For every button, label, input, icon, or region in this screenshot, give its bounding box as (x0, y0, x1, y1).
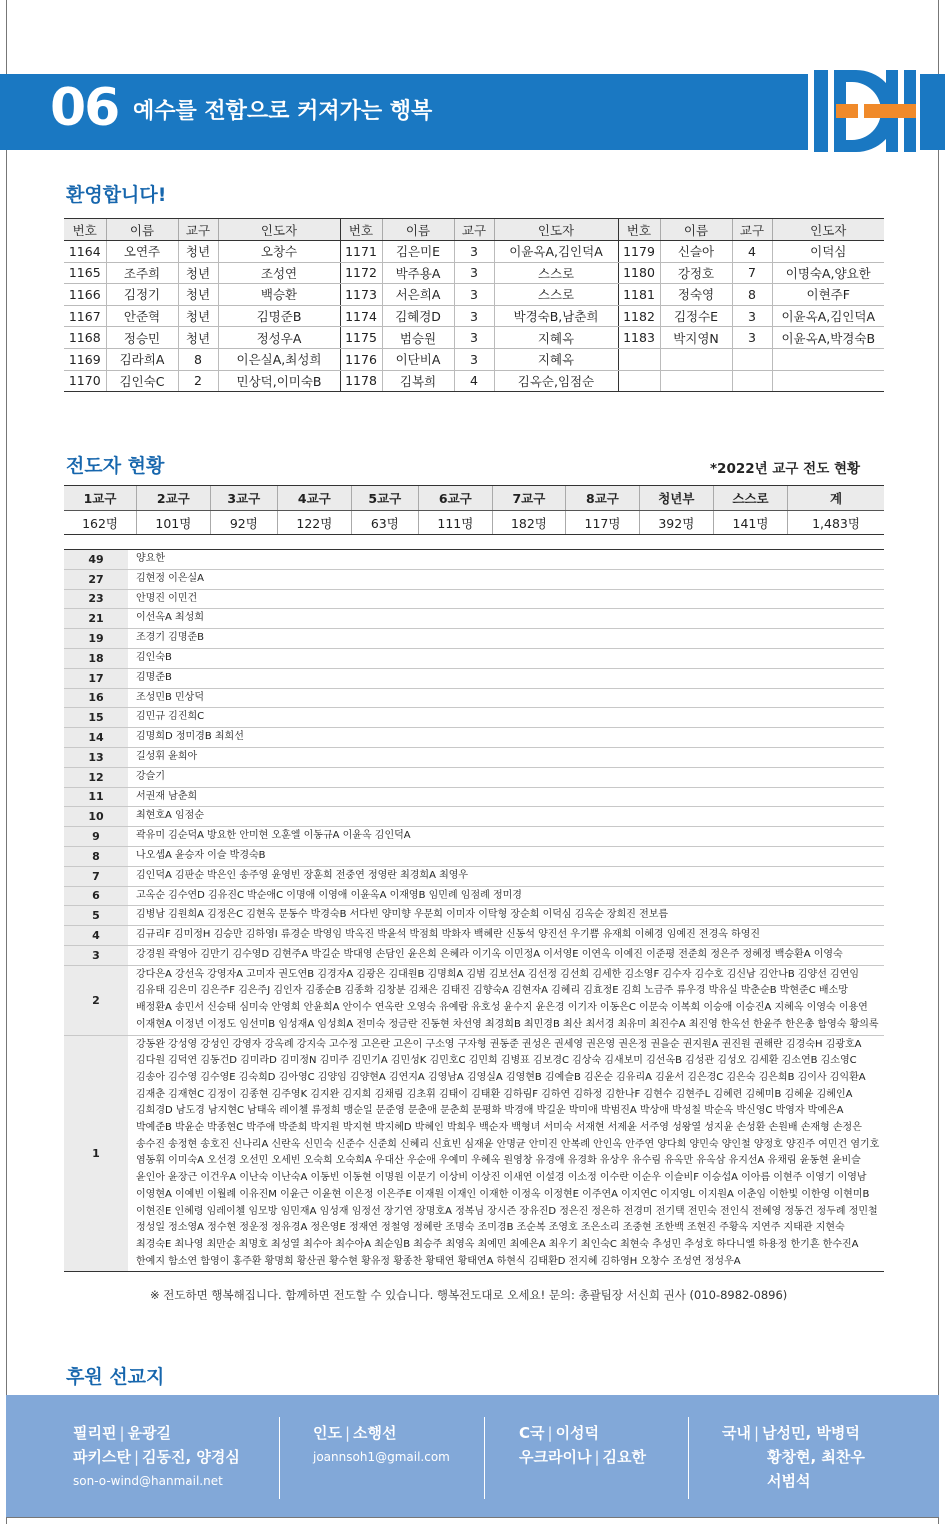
member-parish: 청년 (178, 327, 218, 349)
ranking-row (64, 1035, 884, 1272)
missionary-names: 윤광길 (127, 1424, 172, 1442)
member-number: 1176 (340, 348, 382, 370)
evangelist-names: 곽유미 김순덕A 방요한 안미현 오훈엘 이동규A 이윤옥 김인덕A (128, 827, 884, 847)
stats-value-cell: 111명 (419, 511, 493, 535)
member-number: 1173 (340, 284, 382, 306)
evangelist-names: 안명진 이민건 (128, 589, 884, 609)
missionary-email[interactable]: joannsoh1@gmail.com (313, 1450, 450, 1464)
member-number: 1168 (64, 327, 106, 349)
member-number (618, 370, 660, 392)
col-header: 인도자 (218, 219, 340, 241)
welcome-heading: 환영합니다! (66, 184, 167, 206)
member-number: 1178 (340, 370, 382, 392)
stats-value-cell: 92명 (210, 511, 277, 535)
parish-stats-table (64, 485, 884, 535)
evangelist-names: 김민규 김진희C (128, 708, 884, 728)
page-bottom-border (6, 1517, 939, 1518)
evangelist-names: 조경기 김명준B (128, 629, 884, 649)
col-header: 번호 (340, 219, 382, 241)
member-parish: 8 (732, 284, 772, 306)
member-guide: 스스로 (494, 262, 618, 284)
member-parish: 8 (178, 348, 218, 370)
member-parish: 3 (454, 327, 494, 349)
stats-note: *2022년 교구 전도 현황 (710, 461, 861, 477)
member-parish: 3 (732, 305, 772, 327)
member-parish: 청년 (178, 284, 218, 306)
member-name: 이단비A (382, 348, 454, 370)
stats-header-cell: 스스로 (713, 486, 787, 511)
member-number: 1170 (64, 370, 106, 392)
member-name: 김혜경D (382, 305, 454, 327)
stats-header-cell: 계 (788, 486, 884, 511)
country-label: 인도 (313, 1424, 342, 1442)
member-guide: 스스로 (494, 284, 618, 306)
ranking-row (64, 807, 884, 827)
member-guide: 이윤옥A,박경숙B (772, 327, 884, 349)
church-logo-icon (808, 66, 920, 156)
member-parish: 3 (454, 262, 494, 284)
evangelism-count: 2 (64, 965, 128, 1035)
member-number: 1174 (340, 305, 382, 327)
section-number: 06 (50, 78, 119, 138)
evangelism-count: 18 (64, 648, 128, 668)
missionary-names: 김동진, 양경심 (142, 1448, 240, 1466)
stats-header-cell: 1교구 (64, 486, 137, 511)
evangelism-count: 23 (64, 589, 128, 609)
ranking-row (64, 648, 884, 668)
stats-value-cell: 392명 (639, 511, 713, 535)
evangelist-names: 김병남 김원희A 김정은C 김현옥 문동수 박경숙B 서다빈 양미향 우문희 이미자 이탁형 장순희 이덕심 김옥순 장희진 전보름 (128, 906, 884, 926)
member-guide: 이윤옥A,김인덕A (772, 305, 884, 327)
col-header: 교구 (178, 219, 218, 241)
member-number: 1181 (618, 284, 660, 306)
ranking-row (64, 629, 884, 649)
country-label: 우크라이나 (519, 1448, 592, 1466)
ranking-row (64, 846, 884, 866)
member-number: 1165 (64, 262, 106, 284)
member-name: 박지영N (660, 327, 732, 349)
column-divider (688, 1417, 689, 1499)
evangelist-ranking-table (64, 549, 884, 1272)
evangelism-count: 15 (64, 708, 128, 728)
column-divider (279, 1417, 280, 1499)
member-guide: 민상덕,이미숙B (218, 370, 340, 392)
evangelism-count: 1 (64, 1035, 128, 1272)
stats-value-cell: 182명 (492, 511, 566, 535)
ranking-row (64, 827, 884, 847)
member-parish (732, 370, 772, 392)
member-guide: 이은실A,최성희 (218, 348, 340, 370)
evangelist-names: 김명희D 정미경B 최희선 (128, 728, 884, 748)
col-header: 번호 (618, 219, 660, 241)
ranking-row (64, 906, 884, 926)
member-parish: 2 (178, 370, 218, 392)
evangelist-names: 김인덕A 김판순 박은인 송주영 윤영빈 장훈희 전중연 정영란 최경희A 최영우 (128, 866, 884, 886)
stats-value-cell: 122명 (278, 511, 352, 535)
evangelist-names: 서권재 남춘희 (128, 787, 884, 807)
missionary-names: 황창현, 최찬우 (767, 1448, 865, 1466)
evangelist-names: 양요한 (128, 550, 884, 570)
ranking-row (64, 945, 884, 965)
missionary-names: 서범석 (767, 1472, 811, 1490)
member-number: 1183 (618, 327, 660, 349)
welcome-row (64, 348, 884, 370)
evangelism-count: 21 (64, 609, 128, 629)
country-label: 파키스탄 (73, 1448, 131, 1466)
stats-header-cell: 청년부 (639, 486, 713, 511)
welcome-row (64, 262, 884, 284)
evangelism-count: 19 (64, 629, 128, 649)
column-divider (484, 1417, 485, 1499)
ranking-row (64, 886, 884, 906)
country-label: C국 (519, 1424, 545, 1442)
evangelism-count: 11 (64, 787, 128, 807)
col-header: 번호 (64, 219, 106, 241)
ranking-row (64, 688, 884, 708)
member-name: 안준혁 (106, 305, 178, 327)
evangelist-names: 조성민B 민상덕 (128, 688, 884, 708)
country-label: 필리핀 (73, 1424, 117, 1442)
member-name: 범승원 (382, 327, 454, 349)
welcome-header-row (64, 219, 884, 241)
evangelism-count: 9 (64, 827, 128, 847)
country-label: 국내 (722, 1424, 751, 1442)
ranking-row (64, 866, 884, 886)
member-parish: 7 (732, 262, 772, 284)
member-name: 강정호 (660, 262, 732, 284)
member-guide: 김명준B (218, 305, 340, 327)
evangelism-count: 14 (64, 728, 128, 748)
missionary-names: 소행선 (353, 1424, 397, 1442)
member-parish: 3 (454, 284, 494, 306)
ranking-row (64, 767, 884, 787)
evangelist-names: 길성휘 윤희아 (128, 747, 884, 767)
missionary-names: 김요한 (602, 1448, 646, 1466)
member-guide: 정성우A (218, 327, 340, 349)
member-guide: 지혜옥 (494, 348, 618, 370)
evangelist-names: 최현호A 임점순 (128, 807, 884, 827)
col-header: 인도자 (772, 219, 884, 241)
evangelism-count: 17 (64, 668, 128, 688)
member-number: 1172 (340, 262, 382, 284)
member-name: 정승민 (106, 327, 178, 349)
member-parish: 4 (454, 370, 494, 392)
stats-header-row (64, 486, 884, 511)
member-guide: 이윤옥A,김인덕A (494, 241, 618, 263)
ranking-row (64, 926, 884, 946)
stats-header-cell: 5교구 (351, 486, 418, 511)
contact-notice: ※ 전도하면 행복해집니다. 함께하면 전도할 수 있습니다. 행복전도대로 오세요! 문의: 총괄팀장 서신희 권사 (010-8982-0896) (150, 1288, 788, 1302)
col-header: 이름 (106, 219, 178, 241)
evangelism-count: 49 (64, 550, 128, 570)
member-number: 1164 (64, 241, 106, 263)
missionaries-heading: 후원 선교지 (66, 1366, 165, 1388)
member-name (660, 370, 732, 392)
stats-value-cell: 1,483명 (788, 511, 884, 535)
evangelists-heading: 전도자 현황 (66, 455, 165, 477)
ranking-row (64, 609, 884, 629)
ranking-row (64, 550, 884, 570)
col-header: 이름 (382, 219, 454, 241)
missionary-column-4: 국내 | 남성민, 박병덕 황창현, 최찬우 서범석 (722, 1421, 865, 1493)
member-name (660, 348, 732, 370)
evangelist-names: 김명준B (128, 668, 884, 688)
evangelist-names: 강동완 강성영 강성인 강영자 강옥례 강지숙 고수정 고은란 고은이 구소영 구자형 권동준 권성은 권세영 권은영 권은정 권을순 권지원A 권진원 권해란 김경숙H 김광호A 김다원 김덕연 김동건D 김미라D 김미정N 김미주 김민기A 김민성K 김민호C 김민희 김병표 김보경C 김상숙 김새보미 김선옥B 김성관 김성오 김세환 김소연B 김소영C 김송아 김수영 김수영E 김숙희D 김아영C 김양임 김양현A 김연지A 김영남A 김영실A 김영현B 김예슬B 김온순 김유리A 김윤서 김은경C 김은숙 김은희B 김이사 김익환A 김재춘 김재현C 김정이 김종현 김주영K 김지완 김지희 김채림 김초휘 김태이 김태환 김하림F 김하연 김하정 김한나F 김현수 김현주L 김혜련 김혜미B 김혜윤 김혜인A 김희경D 남도경 남지현C 남태옥 레이첼 류정희 맹순일 문준영 문춘애 문춘희 문평화 박경애 박길운 박미애 박범진A 박상애 박성칠 박순옥 박신영C 박영자 박예은A 박예준B 박윤순 박종현C 박주애 박준희 박지원 박지현 박지혜D 박혜인 박희우 백순자 백형녀 서미숙 서재현 서제윤 서주영 성왕열 성지윤 손성환 손원배 손재형 손정은 송수진 송정현 송호진 신나리A 신란옥 신민숙 신준수 신준희 신혜리 신효빈 심재윤 안명균 안미진 안복례 안인옥 안주연 양다희 양민숙 양인철 양정호 양진주 여민건 염기호 염동휘 이미숙A 오선경 오선민 오세빈 오숙희 오숙희A 우대산 우순애 우예미 우혜옥 원영창 유경애 유경화 유상우 유수림 유옥만 유옥삼 유지선A 유채림 윤동현 윤비슬 윤인아 윤장근 이건우A 이난숙 이난숙A 이동빈 이동현 이명원 이문기 이상비 이상진 이새연 이설경 이소정 이수란 이순우 이슬비F 이승섭A 이아름 이현주 이영기 이영남 이영현A 이예빈 이월례 이유진M 이윤근 이윤현 이은정 이은주E 이재원 이재인 이재한 이정옥 이정현E 이주연A 이지연C 이지영L 이지원A 이춘임 이한빛 이한영 이현미B 이현진E 인혜령 임레이첼 임모방 임민재A 임성재 임정선 장기연 장명호A 정복님 장시즌 장유진D 정은진 정은하 전경미 전기택 전민숙 전인식 전혜영 정동건 정두례 정민철 정성일 정소영A 정수현 정운정 정유경A 정은영E 정재연 정철영 정혜란 조명숙 조미경B 조순복 조영호 조은소리 조중현 조한백 조현진 주황옥 지연주 지태관 지현숙 최경숙E 최나영 최만순 최명호 최성열 최수아 최수아A 최순임B 최승주 최영옥 최예민 최예은A 최우기 최인숙C 최현숙 추성민 추성호 하다니엘 하용정 한기흔 한수진A 한예지 함소연 함영이 홍주환 황명희 황산권 황수현 황유정 황종찬 황태연 황태연A 하현식 김태환D 전지혜 김하영H 오창수 조성연 정성우A (128, 1035, 884, 1272)
evangelism-count: 5 (64, 906, 128, 926)
welcome-row (64, 241, 884, 263)
member-name: 김정수E (660, 305, 732, 327)
welcome-row (64, 305, 884, 327)
evangelism-count: 8 (64, 846, 128, 866)
stats-value-cell: 117명 (566, 511, 640, 535)
welcome-row (64, 370, 884, 392)
stats-header-cell: 2교구 (137, 486, 211, 511)
member-guide: 지혜옥 (494, 327, 618, 349)
col-header: 이름 (660, 219, 732, 241)
member-guide: 김옥순,임점순 (494, 370, 618, 392)
col-header: 교구 (454, 219, 494, 241)
stats-value-cell: 162명 (64, 511, 137, 535)
member-guide: 이현주F (772, 284, 884, 306)
member-parish: 청년 (178, 262, 218, 284)
member-name: 김복희 (382, 370, 454, 392)
member-name: 신슬아 (660, 241, 732, 263)
member-number: 1182 (618, 305, 660, 327)
evangelist-names: 나오셉A 윤승자 이슬 박경숙B (128, 846, 884, 866)
stats-header-cell: 4교구 (278, 486, 352, 511)
evangelism-count: 16 (64, 688, 128, 708)
evangelist-names: 고옥순 김수연D 김유진C 박순애C 이명애 이영애 이윤옥A 이재영B 임민례 임점례 정미경 (128, 886, 884, 906)
stats-value-cell: 101명 (137, 511, 211, 535)
member-number: 1171 (340, 241, 382, 263)
member-name: 정숙영 (660, 284, 732, 306)
member-name: 김인숙C (106, 370, 178, 392)
welcome-row (64, 284, 884, 306)
stats-value-cell: 63명 (351, 511, 418, 535)
ranking-row (64, 965, 884, 1035)
stats-header-cell: 7교구 (492, 486, 566, 511)
evangelism-count: 13 (64, 747, 128, 767)
ranking-row (64, 589, 884, 609)
member-name: 김은미E (382, 241, 454, 263)
member-number: 1167 (64, 305, 106, 327)
member-name: 박주용A (382, 262, 454, 284)
member-guide: 조성연 (218, 262, 340, 284)
ranking-row (64, 728, 884, 748)
stats-value-row (64, 511, 884, 535)
evangelist-names: 강슬기 (128, 767, 884, 787)
stats-header-cell: 6교구 (419, 486, 493, 511)
evangelism-count: 4 (64, 926, 128, 946)
missionary-column-2: 인도 | 소행선 joannsoh1@gmail.com (313, 1421, 450, 1469)
ranking-row (64, 708, 884, 728)
evangelist-names: 김인숙B (128, 648, 884, 668)
member-parish: 3 (454, 305, 494, 327)
evangelism-count: 6 (64, 886, 128, 906)
member-number: 1166 (64, 284, 106, 306)
member-number: 1175 (340, 327, 382, 349)
stats-header-cell: 3교구 (210, 486, 277, 511)
member-number: 1169 (64, 348, 106, 370)
missionary-column-1: 필리핀 | 윤광길 파키스탄 | 김동진, 양경심 son-o-wind@hanmail.net (73, 1421, 240, 1493)
member-guide (772, 370, 884, 392)
col-header: 인도자 (494, 219, 618, 241)
member-parish: 3 (454, 348, 494, 370)
member-number: 1179 (618, 241, 660, 263)
missionary-email[interactable]: son-o-wind@hanmail.net (73, 1474, 223, 1488)
member-name: 서은희A (382, 284, 454, 306)
stats-value-cell: 141명 (713, 511, 787, 535)
welcome-row (64, 327, 884, 349)
member-name: 오연주 (106, 241, 178, 263)
evangelism-count: 10 (64, 807, 128, 827)
member-parish: 3 (454, 241, 494, 263)
evangelist-names: 강다은A 강선옥 강영자A 고미자 권도연B 김경자A 김광은 김대원B 김명희A 김범 김보선A 김선정 김선희 김세한 김소영F 김수자 김수호 김신남 김안나B 김양선 김연임 김유태 김은미 김은주F 김은주J 김인자 김종순B 김종화 김창분 김채은 김태진 김향숙A 김현자A 김혜리 김효정E 김희 노금주 류우경 박유실 박춘순B 박현준C 배소망 배정환A 송민서 신승태 심미숙 안영희 안윤희A 안이수 연옥란 오영숙 유예람 유호성 윤수지 윤은경 이기자 이동은C 이문숙 이복희 이승애 이승진A 지혜옥 이영숙 이용연 이재현A 이정년 이정도 임선미B 임성재A 임성희A 전미숙 정금란 진동현 차선영 최경희B 최민경B 최산 최서경 최유미 최진수A 최진영 한옥선 한윤주 한은총 함영숙 황의록 (128, 965, 884, 1035)
member-parish: 4 (732, 241, 772, 263)
member-parish: 청년 (178, 241, 218, 263)
missionary-names: 남성민, 박병덕 (762, 1424, 860, 1442)
member-guide: 박경숙B,남춘희 (494, 305, 618, 327)
ranking-row (64, 569, 884, 589)
evangelism-count: 7 (64, 866, 128, 886)
evangelism-count: 3 (64, 945, 128, 965)
member-guide (772, 348, 884, 370)
member-guide: 이명숙A,양요한 (772, 262, 884, 284)
evangelism-count: 12 (64, 767, 128, 787)
member-name: 조주희 (106, 262, 178, 284)
evangelist-names: 김현정 이은실A (128, 569, 884, 589)
member-guide: 백승환 (218, 284, 340, 306)
stats-header-cell: 8교구 (566, 486, 640, 511)
evangelist-names: 이선옥A 최성희 (128, 609, 884, 629)
evangelism-count: 27 (64, 569, 128, 589)
member-name: 김라희A (106, 348, 178, 370)
member-number: 1180 (618, 262, 660, 284)
missionary-column-3: C국 | 이성덕 우크라이나 | 김요한 (519, 1424, 646, 1466)
ranking-row (64, 747, 884, 767)
col-header: 교구 (732, 219, 772, 241)
member-parish: 청년 (178, 305, 218, 327)
missionary-names: 이성덕 (555, 1424, 600, 1442)
member-name: 김정기 (106, 284, 178, 306)
section-title: 예수를 전함으로 커져가는 행복 (133, 99, 433, 124)
evangelist-names: 김규리F 김미정H 김승만 김하영I 류경순 박영임 박옥진 박윤석 박점희 박화자 백혜란 신동석 양진선 우기쁨 유재희 이혜경 임예진 전경옥 하영진 (128, 926, 884, 946)
member-guide: 이덕심 (772, 241, 884, 263)
member-parish: 3 (732, 327, 772, 349)
evangelist-names: 강경원 곽영아 김만기 김수영D 김현주A 박길순 박대영 손담인 윤은희 은혜라 이기옥 이민정A 이서영E 이연옥 이예진 이준평 전준희 정은주 정혜정 백승환A 이영숙 (128, 945, 884, 965)
welcome-table (64, 218, 884, 392)
member-number (618, 348, 660, 370)
ranking-row (64, 668, 884, 688)
member-guide: 오창수 (218, 241, 340, 263)
member-parish (732, 348, 772, 370)
ranking-row (64, 787, 884, 807)
